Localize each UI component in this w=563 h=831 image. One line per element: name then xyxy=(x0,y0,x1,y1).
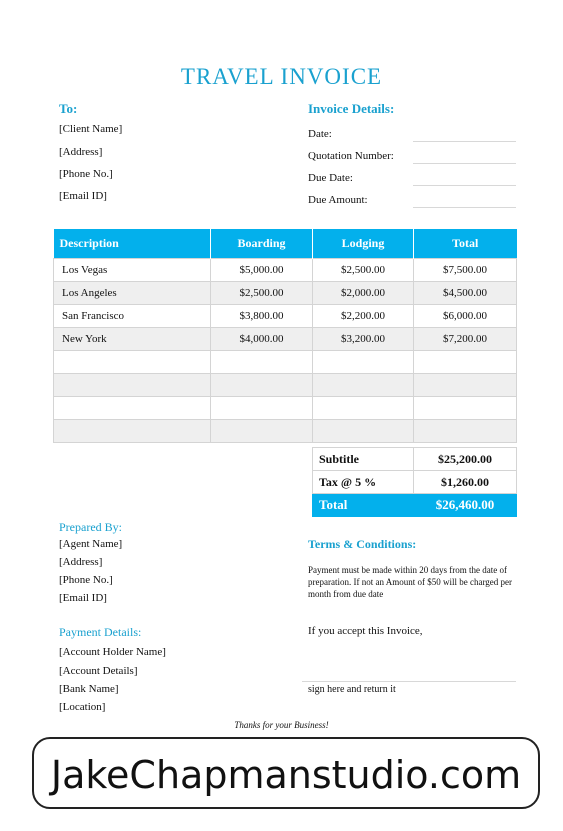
tax-label: Tax @ 5 % xyxy=(313,471,414,494)
cell-boarding: $2,500.00 xyxy=(211,282,313,305)
to-heading: To: xyxy=(59,101,78,116)
account-details: [Account Details] xyxy=(59,665,138,677)
cell-lodging xyxy=(313,374,414,397)
date-field-line xyxy=(413,141,516,142)
cell-description xyxy=(54,420,211,443)
cell-lodging xyxy=(313,351,414,374)
header-description: Description xyxy=(54,229,211,259)
agent-phone: [Phone No.] xyxy=(59,574,113,586)
cell-total: $4,500.00 xyxy=(414,282,517,305)
cell-lodging: $2,200.00 xyxy=(313,305,414,328)
client-address: [Address] xyxy=(59,146,103,158)
thanks-text: Thanks for your Business! xyxy=(234,720,329,730)
table-row xyxy=(54,397,517,420)
cell-boarding xyxy=(211,397,313,420)
agent-email: [Email ID] xyxy=(59,592,107,604)
table-row xyxy=(54,420,517,443)
table-row xyxy=(54,282,517,305)
cell-total xyxy=(414,351,517,374)
due-date-label: Due Date: xyxy=(308,172,353,184)
cell-description xyxy=(54,351,211,374)
due-amount-field-line xyxy=(413,207,516,208)
cell-boarding: $5,000.00 xyxy=(211,259,313,282)
cell-total xyxy=(414,420,517,443)
tax-value: $1,260.00 xyxy=(414,471,517,494)
cell-total: $6,000.00 xyxy=(414,305,517,328)
table-row xyxy=(54,305,517,328)
watermark-banner: JakeChapmanstudio.com xyxy=(32,737,540,809)
client-name: [Client Name] xyxy=(59,123,123,135)
items-table xyxy=(53,229,517,443)
client-phone: [Phone No.] xyxy=(59,168,113,180)
agent-name: [Agent Name] xyxy=(59,538,123,550)
subtitle-label: Subtitle xyxy=(313,448,414,471)
tax-row xyxy=(313,471,517,494)
cell-total xyxy=(414,397,517,420)
header-lodging: Lodging xyxy=(313,229,414,259)
cell-boarding xyxy=(211,420,313,443)
invoice-title: TRAVEL INVOICE xyxy=(180,64,383,89)
cell-boarding: $3,800.00 xyxy=(211,305,313,328)
cell-boarding: $4,000.00 xyxy=(211,328,313,351)
table-row xyxy=(54,374,517,397)
header-boarding: Boarding xyxy=(211,229,313,259)
due-date-field-line xyxy=(413,185,516,186)
agent-address: [Address] xyxy=(59,556,103,568)
grand-total-row xyxy=(313,494,517,517)
table-row xyxy=(54,259,517,282)
cell-lodging: $3,200.00 xyxy=(313,328,414,351)
cell-description xyxy=(54,374,211,397)
cell-boarding xyxy=(211,351,313,374)
cell-description: Los Vegas xyxy=(54,259,211,282)
cell-total: $7,200.00 xyxy=(414,328,517,351)
invoice-details-heading: Invoice Details: xyxy=(308,101,395,116)
terms-text: Payment must be made within 20 days from the date of preparation. If not an Amount of $50 will be charged per month from due date xyxy=(308,565,513,599)
total-value: $26,460.00 xyxy=(414,494,517,517)
cell-boarding xyxy=(211,374,313,397)
cell-total xyxy=(414,374,517,397)
account-holder-name: [Account Holder Name] xyxy=(59,646,166,658)
cell-lodging xyxy=(313,397,414,420)
quotation-field-line xyxy=(413,163,516,164)
table-header-row xyxy=(54,229,517,259)
cell-description: San Francisco xyxy=(54,305,211,328)
table-row xyxy=(54,328,517,351)
subtitle-value: $25,200.00 xyxy=(414,448,517,471)
date-label: Date: xyxy=(308,128,332,140)
total-label: Total xyxy=(313,494,414,517)
table-row xyxy=(54,351,517,374)
header-total: Total xyxy=(414,229,517,259)
prepared-by-heading: Prepared By: xyxy=(59,520,122,534)
signature-line xyxy=(302,681,516,682)
cell-lodging xyxy=(313,420,414,443)
terms-heading: Terms & Conditions: xyxy=(308,537,417,551)
sign-text: sign here and return it xyxy=(308,684,396,695)
subtitle-row xyxy=(313,448,517,471)
due-amount-label: Due Amount: xyxy=(308,194,368,206)
location: [Location] xyxy=(59,701,106,713)
cell-description: Los Angeles xyxy=(54,282,211,305)
cell-description xyxy=(54,397,211,420)
cell-lodging: $2,500.00 xyxy=(313,259,414,282)
payment-details-heading: Payment Details: xyxy=(59,625,142,639)
quotation-number-label: Quotation Number: xyxy=(308,150,394,162)
cell-description: New York xyxy=(54,328,211,351)
cell-lodging: $2,000.00 xyxy=(313,282,414,305)
totals-table xyxy=(312,447,517,517)
bank-name: [Bank Name] xyxy=(59,683,119,695)
client-email: [Email ID] xyxy=(59,190,107,202)
accept-text: If you accept this Invoice, xyxy=(308,625,423,637)
cell-total: $7,500.00 xyxy=(414,259,517,282)
